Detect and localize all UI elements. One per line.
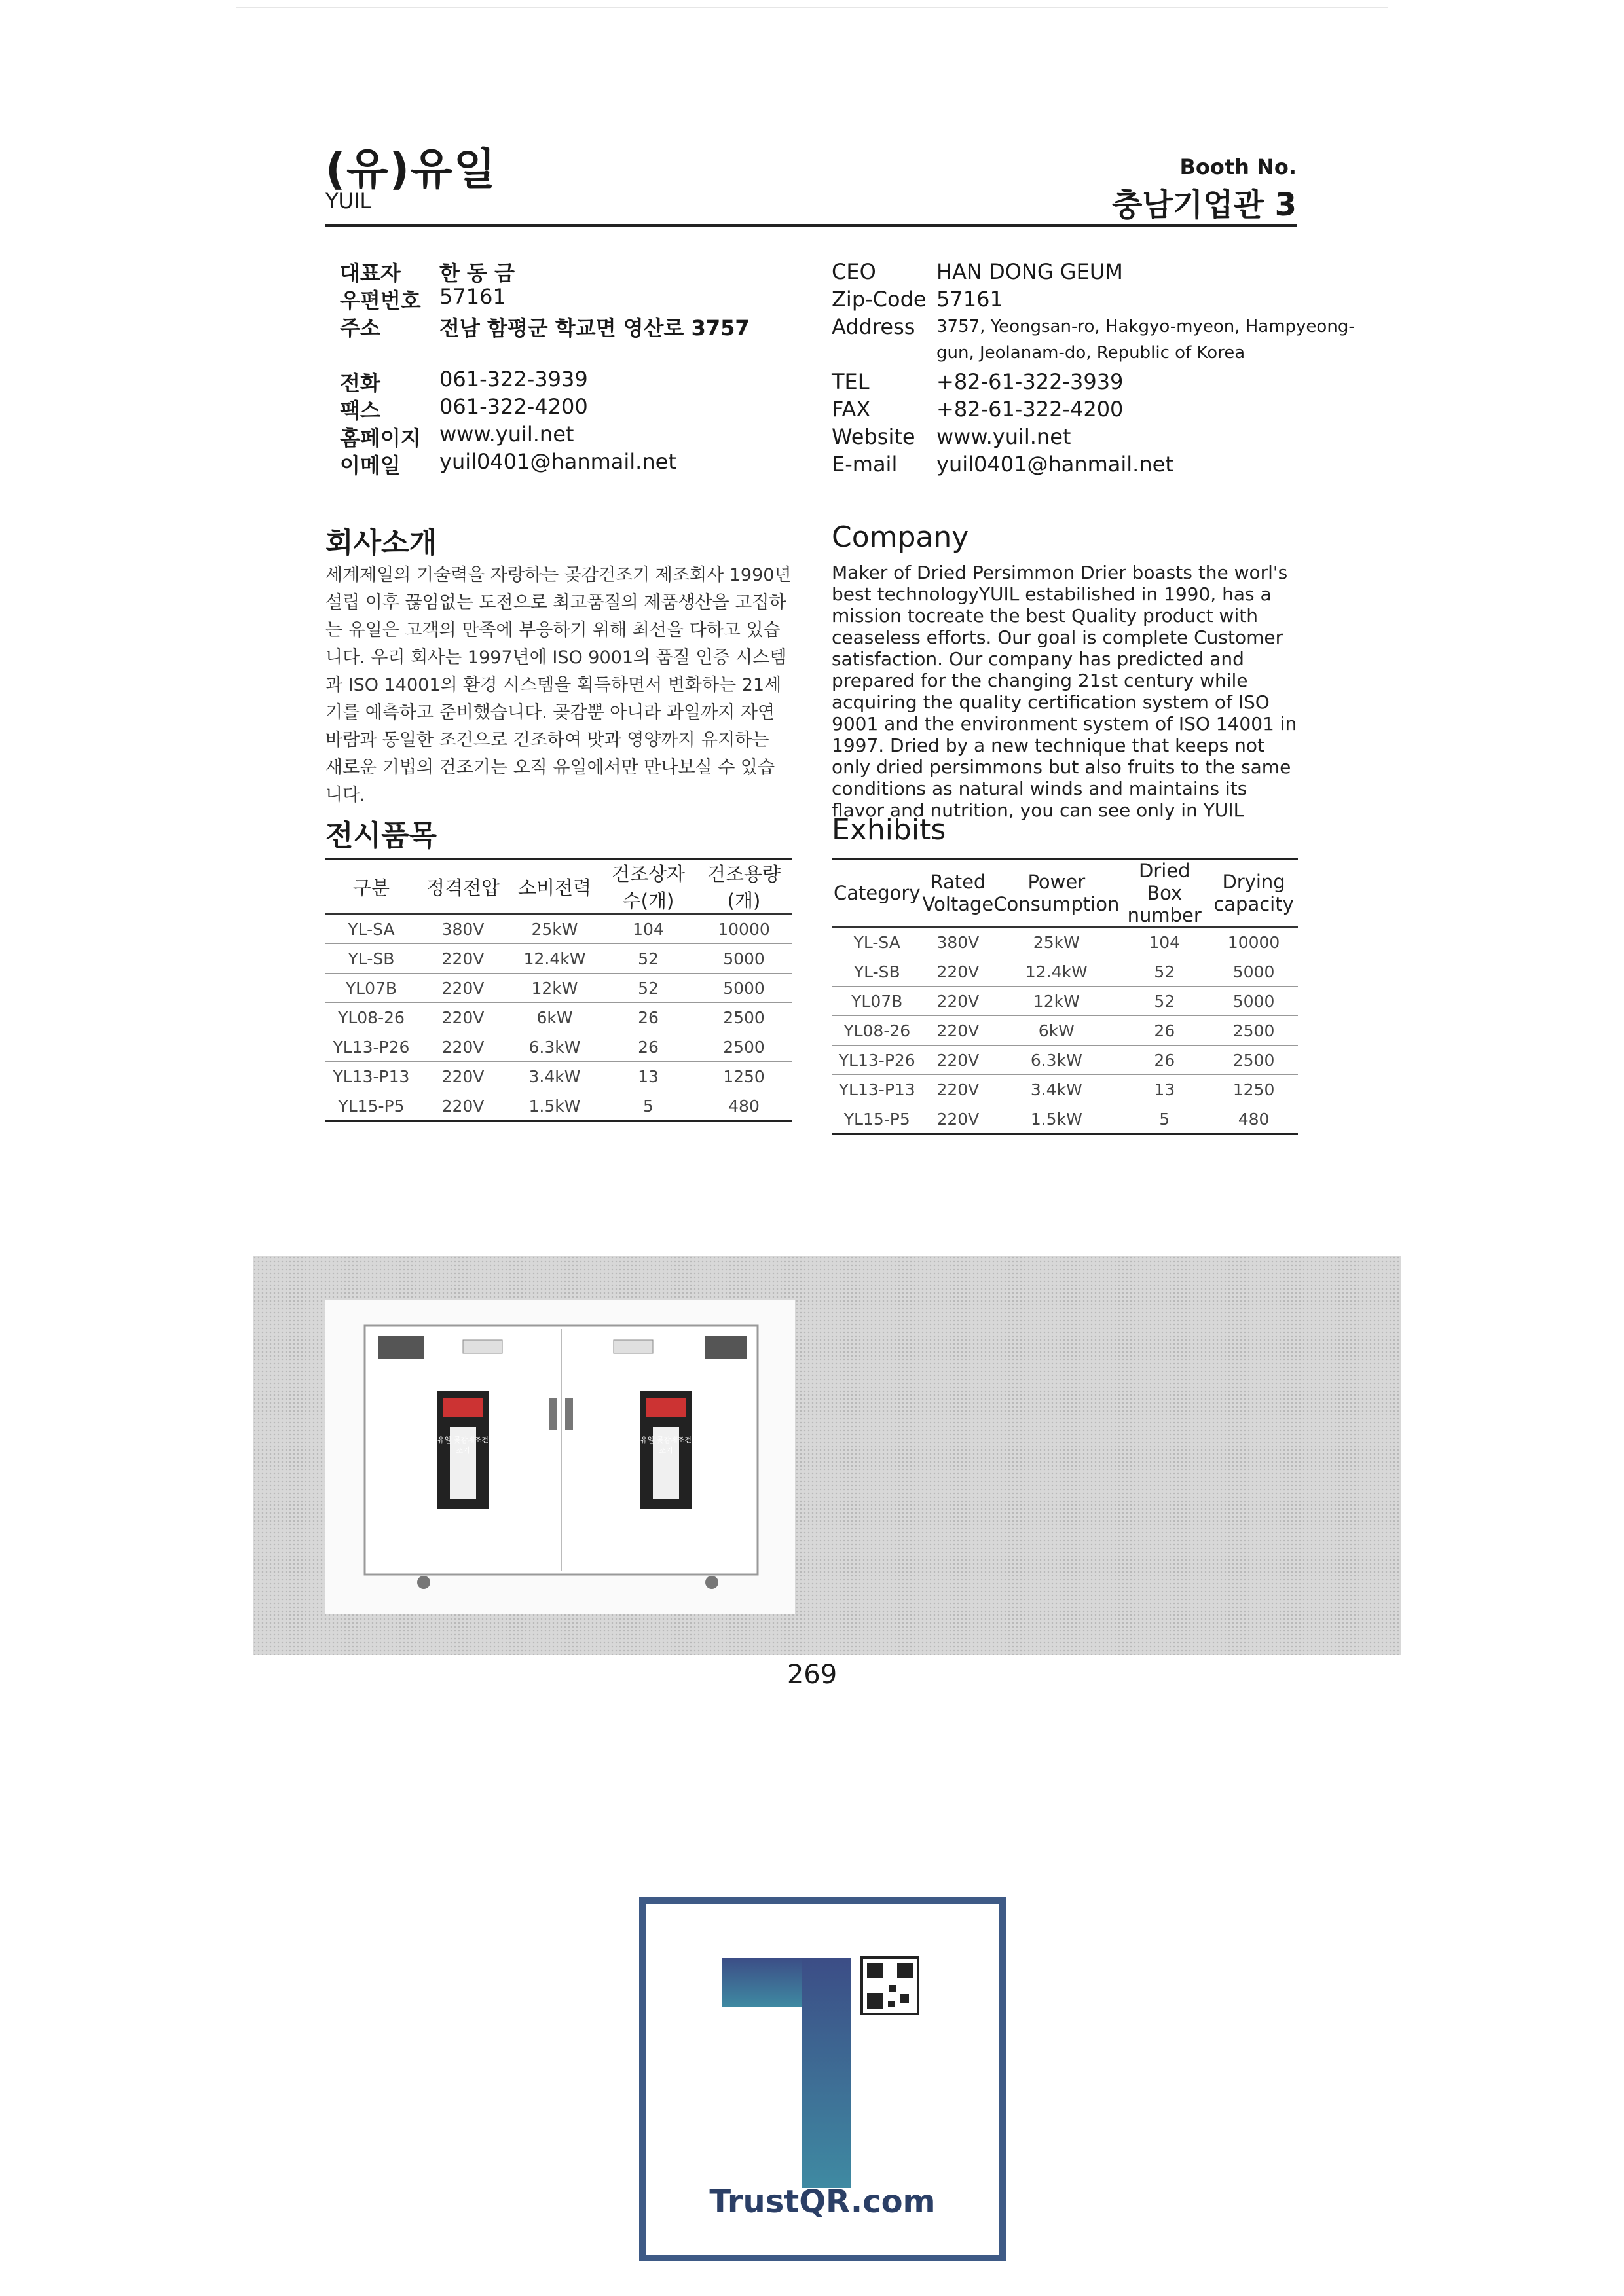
section-heading-exhibits-en: Exhibits xyxy=(832,813,946,847)
table-cell: YL08-26 xyxy=(325,1003,417,1032)
table-cell: 104 xyxy=(600,914,696,944)
table-cell: 52 xyxy=(1119,987,1209,1016)
column-header: Drying capacity xyxy=(1209,859,1298,928)
table-cell: 220V xyxy=(923,1016,994,1046)
table-cell: 220V xyxy=(417,944,509,974)
table-cell: 380V xyxy=(923,927,994,957)
table-cell: 26 xyxy=(600,1032,696,1062)
table-cell: 6.3kW xyxy=(993,1046,1119,1075)
table-row xyxy=(325,1062,792,1091)
table-cell: 25kW xyxy=(993,927,1119,957)
booth-number: 충남기업관 3 xyxy=(1112,187,1297,223)
header-divider xyxy=(325,224,1297,227)
info-value: 061-322-3939 xyxy=(439,367,588,392)
table-cell: YL13-P13 xyxy=(325,1062,417,1091)
table-cell: 2500 xyxy=(1209,1016,1298,1046)
table-row xyxy=(325,974,792,1003)
table-cell: 1250 xyxy=(1209,1075,1298,1104)
company-name-en: YUIL xyxy=(325,189,372,213)
table-cell: YL08-26 xyxy=(832,1016,923,1046)
table-cell: 1250 xyxy=(696,1062,792,1091)
table-cell: 5 xyxy=(1119,1104,1209,1135)
info-value: 061-322-4200 xyxy=(439,394,588,419)
scan-edge-line xyxy=(236,7,1388,8)
table-cell: 220V xyxy=(923,987,994,1016)
info-label: 대표자 xyxy=(340,261,401,285)
table-cell: 220V xyxy=(923,957,994,987)
homepage-link[interactable]: www.yuil.net xyxy=(439,422,574,446)
info-value: +82-61-322-3939 xyxy=(936,369,1124,394)
section-heading-intro-ko: 회사소개 xyxy=(325,526,437,560)
table-row xyxy=(832,1075,1298,1104)
table-cell: 26 xyxy=(600,1003,696,1032)
website-link[interactable]: www.yuil.net xyxy=(936,424,1071,449)
table-row xyxy=(325,1003,792,1032)
info-label: FAX xyxy=(832,397,871,422)
exhibits-table-ko xyxy=(325,858,792,1122)
table-cell: 480 xyxy=(1209,1104,1298,1135)
table-row xyxy=(325,914,792,944)
table-row xyxy=(325,1032,792,1062)
table-cell: 3.4kW xyxy=(509,1062,600,1091)
info-label: CEO xyxy=(832,259,876,284)
column-header: 건조상자 수(개) xyxy=(600,859,696,915)
drier-label-right: 유일 곶감제조건조기 xyxy=(640,1436,692,1455)
table-cell: YL07B xyxy=(832,987,923,1016)
table-cell: 12.4kW xyxy=(509,944,600,974)
table-cell: 5000 xyxy=(1209,957,1298,987)
table-cell: 12.4kW xyxy=(993,957,1119,987)
booth-label: Booth No. xyxy=(1179,155,1297,179)
info-value: 3757, Yeongsan-ro, Hakgyo-myeon, Hampyeong- xyxy=(936,317,1355,337)
table-cell: 3.4kW xyxy=(993,1075,1119,1104)
table-cell: 220V xyxy=(417,1091,509,1121)
intro-paragraph-en: Maker of Dried Persimmon Drier boasts the worl's best technologyYUIL estabilished in 1990, has a mission tocreate the best Quality product with ceaseless efforts. Our goal is complete Customer satisfaction. Our company has predicted and prepared for the changing 21st century while acquiring the quality certification system of ISO 9001 and the environment system of ISO 14001 in 1997. Dried by a new technique that keeps not only dried persimmons but also fruits to the same conditions as natural winds and maintains its flavor and nutrition, you can see only in YUIL xyxy=(832,562,1297,821)
info-label: Website xyxy=(832,424,915,449)
table-cell: YL13-P26 xyxy=(832,1046,923,1075)
table-row xyxy=(832,957,1298,987)
drier-label-left: 유일 곶감제조건조기 xyxy=(437,1436,489,1455)
table-cell: 2500 xyxy=(1209,1046,1298,1075)
info-value: 한 동 금 xyxy=(439,261,515,285)
table-row xyxy=(832,927,1298,957)
table-cell: 220V xyxy=(923,1075,994,1104)
table-cell: YL-SA xyxy=(832,927,923,957)
table-cell: 5000 xyxy=(696,974,792,1003)
table-cell: 2500 xyxy=(696,1032,792,1062)
table-cell: 26 xyxy=(1119,1046,1209,1075)
table-cell: 13 xyxy=(1119,1075,1209,1104)
table-cell: 26 xyxy=(1119,1016,1209,1046)
table-cell: YL15-P5 xyxy=(325,1091,417,1121)
info-label: 전화 xyxy=(340,371,380,395)
info-label: Address xyxy=(832,314,915,339)
table-cell: YL07B xyxy=(325,974,417,1003)
table-row xyxy=(325,1091,792,1121)
table-cell: YL15-P5 xyxy=(832,1104,923,1135)
company-name-ko: (유)유일 xyxy=(325,144,497,194)
table-cell: 104 xyxy=(1119,927,1209,957)
info-value: 57161 xyxy=(439,284,506,309)
table-cell: 6kW xyxy=(993,1016,1119,1046)
table-cell: 13 xyxy=(600,1062,696,1091)
column-header: Dried Box number xyxy=(1119,859,1209,928)
info-label: 주소 xyxy=(340,316,380,340)
table-cell: 52 xyxy=(1119,957,1209,987)
table-cell: 220V xyxy=(417,1003,509,1032)
table-cell: 2500 xyxy=(696,1003,792,1032)
info-label: 이메일 xyxy=(340,453,401,478)
info-value: 전남 함평군 학교면 영산로 3757 xyxy=(439,316,750,340)
exhibits-table-en xyxy=(832,858,1298,1135)
product-photo xyxy=(325,1300,795,1614)
table-cell: 52 xyxy=(600,944,696,974)
table-cell: 380V xyxy=(417,914,509,944)
table-cell: 6.3kW xyxy=(509,1032,600,1062)
table-row xyxy=(832,1104,1298,1135)
table-cell: 10000 xyxy=(1209,927,1298,957)
table-cell: 220V xyxy=(417,974,509,1003)
table-cell: 10000 xyxy=(696,914,792,944)
table-cell: 220V xyxy=(417,1032,509,1062)
table-cell: 5 xyxy=(600,1091,696,1121)
info-value: +82-61-322-4200 xyxy=(936,397,1124,422)
table-cell: 220V xyxy=(923,1046,994,1075)
info-value-line2: gun, Jeolanam-do, Republic of Korea xyxy=(936,343,1246,363)
table-row xyxy=(832,987,1298,1016)
info-label: E-mail xyxy=(832,452,898,477)
table-cell: 12kW xyxy=(509,974,600,1003)
table-cell: YL-SA xyxy=(325,914,417,944)
table-cell: 52 xyxy=(600,974,696,1003)
table-cell: 220V xyxy=(417,1062,509,1091)
table-header-row xyxy=(832,859,1298,928)
brand-text: TrustQR.com xyxy=(709,2183,936,2220)
info-label: 팩스 xyxy=(340,398,380,423)
email-link[interactable]: yuil0401@hanmail.net xyxy=(936,452,1173,477)
column-header: 구분 xyxy=(325,859,417,915)
table-cell: YL-SB xyxy=(832,957,923,987)
info-label: 우편번호 xyxy=(340,288,421,313)
table-cell: 6kW xyxy=(509,1003,600,1032)
column-header: 건조용량 (개) xyxy=(696,859,792,915)
column-header: Rated Voltage xyxy=(923,859,994,928)
intro-paragraph-ko: 세계제일의 기술력을 자랑하는 곶감건조기 제조회사 1990년 설립 이후 끊임없는 도전으로 최고품질의 제품생산을 고집하는 유일은 고객의 만족에 부응하기 위해 최선을 다하고 있습니다. 우리 회사는 1997년에 ISO 9001의 품질 인증 시스템과 ISO 14001의 환경 시스템을 획득하면서 변화하는 21세기를 예측하고 준비했습니다. 곶감뿐 아니라 과일까지 자연바람과 동일한 조건으로 건조하여 맛과 영양까지 유지하는 새로운 기법의 건조기는 오직 유일에서만 만나보실 수 있습니다. xyxy=(325,565,792,805)
table-cell: 12kW xyxy=(993,987,1119,1016)
table-cell: YL13-P13 xyxy=(832,1075,923,1104)
info-label: Zip-Code xyxy=(832,287,927,312)
info-label: 홈페이지 xyxy=(340,426,421,450)
column-header: Power Consumption xyxy=(993,859,1119,928)
table-cell: 5000 xyxy=(696,944,792,974)
table-cell: YL-SB xyxy=(325,944,417,974)
email-link[interactable]: yuil0401@hanmail.net xyxy=(439,449,676,474)
table-cell: 220V xyxy=(923,1104,994,1135)
table-cell: 25kW xyxy=(509,914,600,944)
table-cell: 480 xyxy=(696,1091,792,1121)
info-value: HAN DONG GEUM xyxy=(936,259,1123,284)
table-cell: YL13-P26 xyxy=(325,1032,417,1062)
table-row xyxy=(325,944,792,974)
table-row xyxy=(832,1046,1298,1075)
table-cell: 1.5kW xyxy=(993,1104,1119,1135)
section-heading-exhibits-ko: 전시품목 xyxy=(325,819,437,852)
column-header: 소비전력 xyxy=(509,859,600,915)
section-heading-intro-en: Company xyxy=(832,520,969,554)
drier-illustration xyxy=(325,1300,795,1614)
table-row xyxy=(832,1016,1298,1046)
info-value: 57161 xyxy=(936,287,1003,312)
table-header-row xyxy=(325,859,792,915)
info-label: TEL xyxy=(832,369,870,394)
table-cell: 5000 xyxy=(1209,987,1298,1016)
column-header: 정격전압 xyxy=(417,859,509,915)
column-header: Category xyxy=(832,859,923,928)
table-cell: 1.5kW xyxy=(509,1091,600,1121)
page-number: 269 xyxy=(786,1660,838,1690)
